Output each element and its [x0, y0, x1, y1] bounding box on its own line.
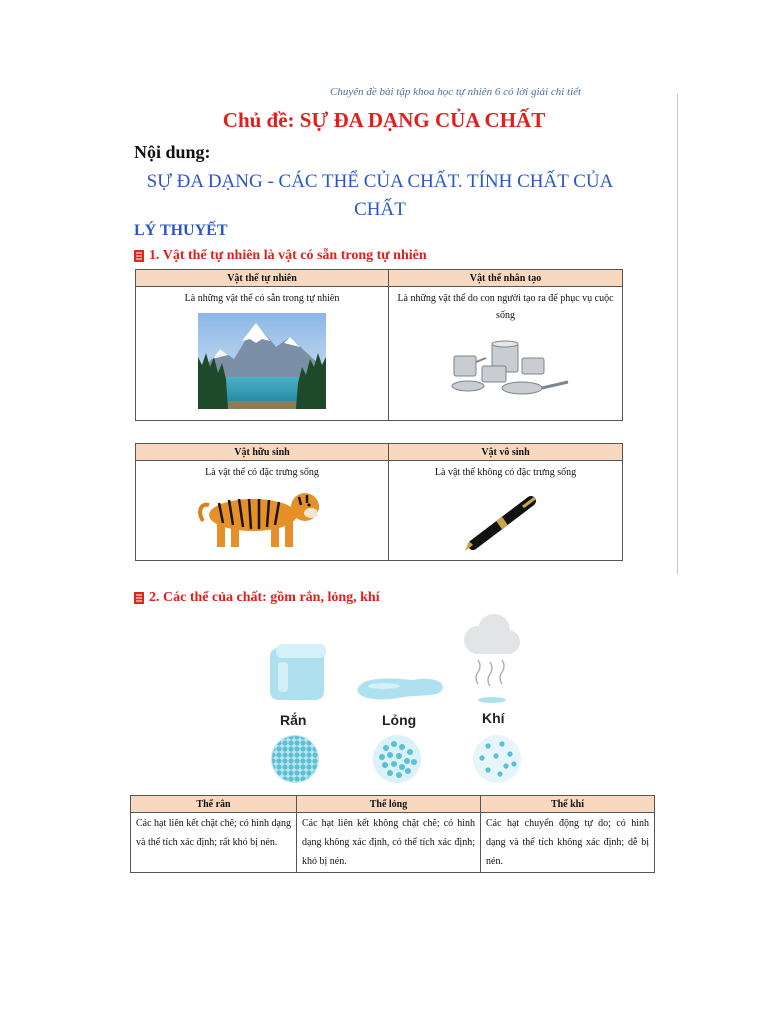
states-table: [130, 795, 655, 873]
section-2-heading-text: 2. Các thể của chất: gồm rắn, lỏng, khí: [149, 590, 380, 605]
states-table-header-liquid: Thể lỏng: [297, 796, 481, 813]
ice-cube-icon: [266, 640, 330, 704]
objects-table-cell-natural: [136, 287, 389, 421]
tiger-image: [195, 483, 329, 553]
living-table-cell-living: [136, 461, 389, 561]
solid-particles-icon: [270, 734, 320, 784]
objects-table-header-artificial: Vật thể nhân tạo: [389, 270, 623, 287]
state-label-gas: Khí: [482, 710, 505, 726]
theory-heading: LÝ THUYẾT: [134, 222, 228, 239]
living-table-header-living: Vật hữu sinh: [136, 444, 389, 461]
page-edge-line: [677, 94, 678, 574]
topic-title: Chủ đề: SỰ ĐA DẠNG CỦA CHẤT: [222, 108, 546, 132]
liquid-particles-icon: [372, 734, 422, 784]
header-note: Chuyên đề bài tập khoa học tự nhiên 6 có lời giải chi tiết: [330, 86, 582, 98]
objects-table: [135, 269, 623, 421]
section-2-heading: [134, 590, 380, 606]
states-table-cell-solid: Các hạt liên kết chặt chẽ; có hình dạng và thể tích xác định; rất khó bị nén.: [131, 813, 297, 873]
cloud-icon: [460, 612, 522, 706]
fountain-pen-image: [461, 487, 551, 553]
living-description: Là vật thể có đặc trưng sống: [205, 467, 319, 478]
gas-particles-icon: [472, 734, 522, 784]
content-title: SỰ ĐA DẠNG - CÁC THỂ CỦA CHẤT. TÍNH CHẤT CỦA CHẤT: [146, 171, 614, 220]
objects-table-header-natural: Vật thể tự nhiên: [136, 270, 389, 287]
mountain-lake-image: [198, 313, 326, 409]
state-label-liquid: Lỏng: [382, 712, 417, 728]
states-table-cell-liquid: Các hạt liên kết không chặt chẽ; có hình dạng không xác định, có thể tích xác định; khó bị nén.: [297, 813, 481, 873]
states-table-header-gas: Thể khí: [481, 796, 655, 813]
section-1-heading: [134, 248, 427, 264]
section-1-heading-text: 1. Vật thể tự nhiên là vật có sẵn trong tự nhiên: [149, 248, 427, 263]
living-table-cell-nonliving: [389, 461, 623, 561]
nonliving-description: Là vật thể không có đặc trưng sống: [434, 467, 577, 478]
book-icon: [134, 250, 144, 262]
living-table: [135, 443, 623, 561]
artificial-description: Là những vật thể do con người tạo ra để phục vụ cuộc sống: [397, 293, 614, 321]
content-label: Nội dung:: [134, 142, 211, 162]
state-label-solid: Rắn: [280, 712, 307, 728]
cookware-image: [442, 336, 570, 398]
water-puddle-icon: [354, 672, 448, 702]
natural-description: Là những vật thể có sẵn trong tự nhiên: [184, 293, 340, 304]
objects-table-cell-artificial: [389, 287, 623, 421]
living-table-header-nonliving: Vật vô sinh: [389, 444, 623, 461]
states-table-header-solid: Thể rắn: [131, 796, 297, 813]
states-table-cell-gas: Các hạt chuyển động tự do; có hình dạng và thể tích không xác định; dễ bị nén.: [481, 813, 655, 873]
book-icon: [134, 592, 144, 604]
